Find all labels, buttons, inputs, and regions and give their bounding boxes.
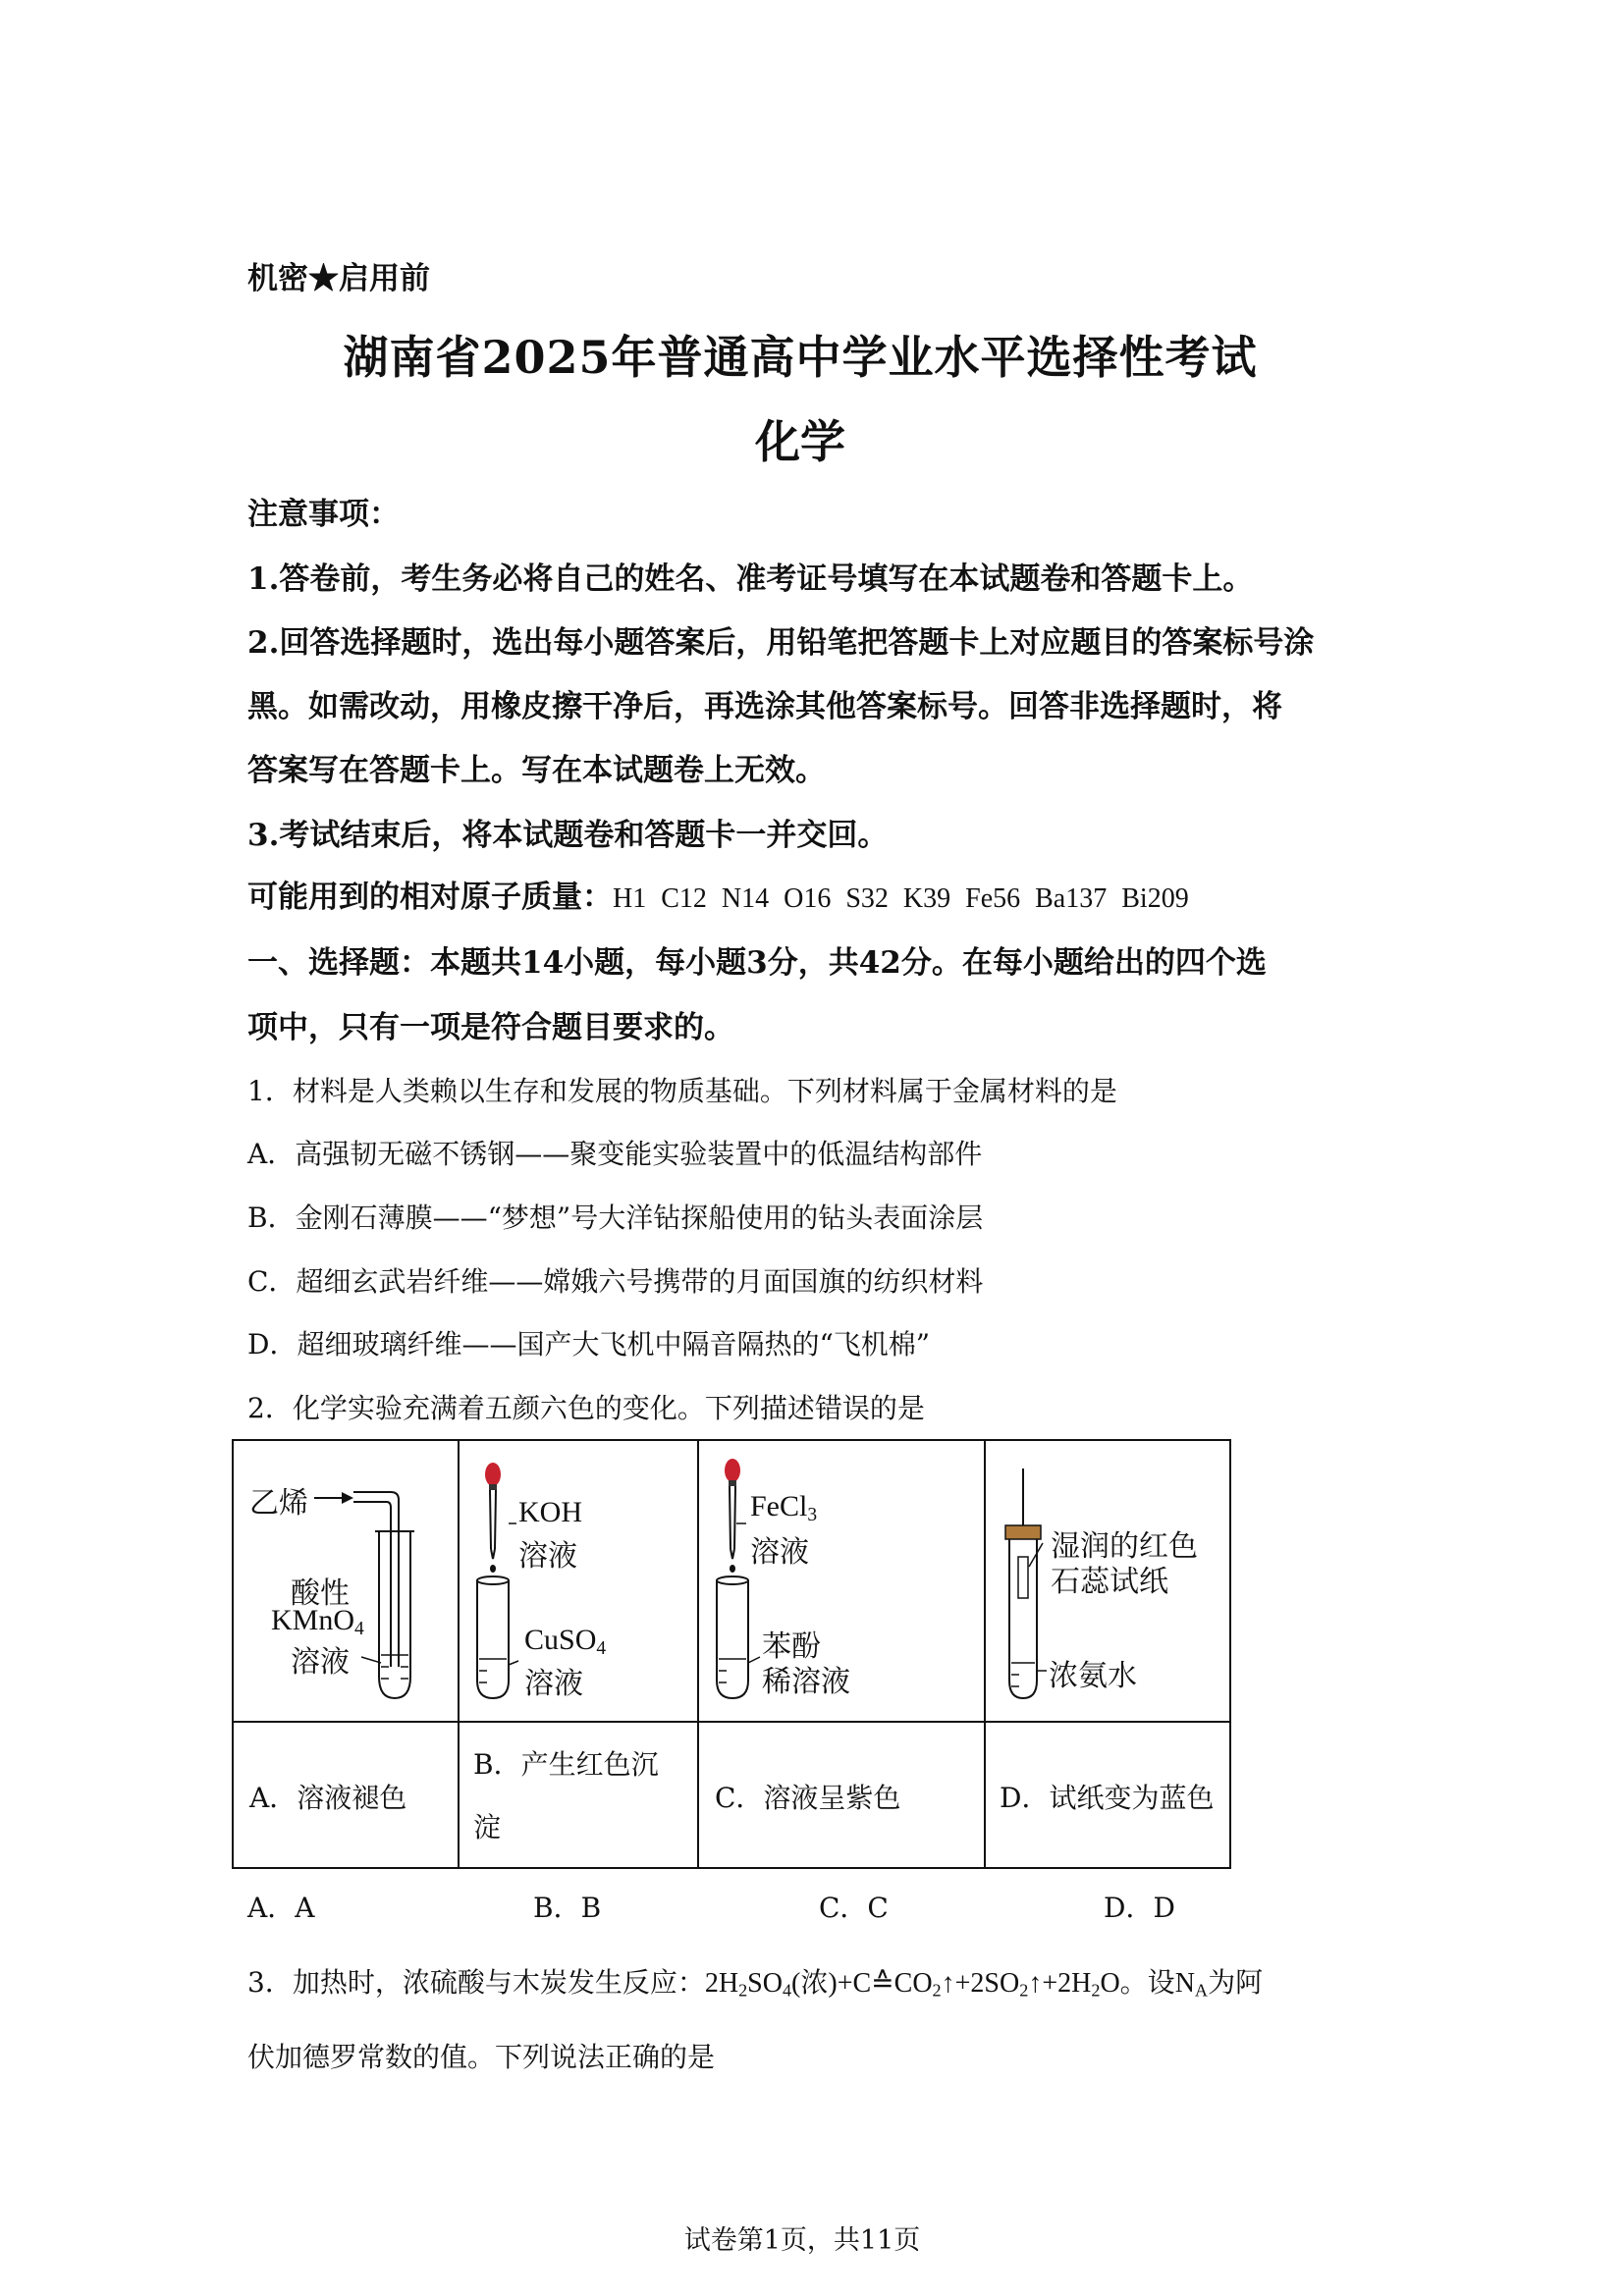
atomic-mass-line: [247, 872, 1189, 916]
label-koh-solution: 溶液: [518, 1540, 577, 1573]
page-footer: [0, 2218, 1624, 2257]
exam-title-text: 湖南省2025年普通高中学业水平选择性考试: [343, 331, 1258, 384]
exam-title: [0, 322, 1624, 387]
q1-stem: 1．材料是人类赖以生存和发展的物质基础。下列材料属于金属材料的是: [247, 1075, 1117, 1107]
eq-part: CO: [893, 1968, 933, 1999]
q3-stem-line-1: [247, 1961, 1263, 2002]
atomic-mass-label: 可能用到的相对原子质量：: [247, 880, 613, 915]
note-item-1: 1.答卷前，考生务必将自己的姓名、准考证号填写在本试题卷和答题卡上。: [247, 561, 1254, 597]
q1-option-a: A．高强韧无磁不锈钢——聚变能实验装置中的低温结构部件: [247, 1138, 983, 1170]
note-item-3: 3.考试结束后，将本试题卷和答题卡一并交回。: [247, 818, 889, 853]
q2-cell-a: A．溶液褪色: [249, 1782, 407, 1814]
table-divider: [234, 1721, 1229, 1723]
q2-cell-b-line-2: 淀: [473, 1811, 502, 1843]
q3-equation: [705, 1968, 1120, 1999]
label-ammonia: 浓氨水: [1049, 1660, 1137, 1692]
avogadro-main: N: [1174, 1968, 1195, 1999]
eq-sub: 2: [932, 1980, 942, 2001]
label-cuso4-main: CuSO: [524, 1624, 597, 1656]
q2-option-d: D．D: [1104, 1892, 1175, 1924]
section-1-line-2: 项中，只有一项是符合题目要求的。: [247, 1010, 734, 1045]
eq-sub: 2: [738, 1980, 748, 2001]
q1-option-c: C．超细玄武岩纤维——嫦娥六号携带的月面国旗的纺织材料: [247, 1265, 984, 1298]
label-cuso4-sub: 4: [596, 1637, 607, 1659]
q1-option-b: B．金刚石薄膜——“梦想”号大洋钻探船使用的钻头表面涂层: [247, 1201, 984, 1234]
label-fecl3: [750, 1490, 817, 1526]
note-item-2-line-3: 答案写在答题卡上。写在本试题卷上无效。: [247, 753, 826, 788]
label-kmno4: [271, 1604, 364, 1640]
eq-part: ↑+2SO: [941, 1968, 1020, 1999]
subject-title: [0, 406, 1624, 471]
eq-part: SO: [747, 1968, 783, 1999]
q2-option-c: C．C: [819, 1892, 889, 1924]
q2-option-a: A．A: [247, 1892, 315, 1924]
label-kmno4-sub: 4: [354, 1618, 364, 1639]
label-cuso4: [524, 1624, 606, 1660]
q2-option-b: B．B: [533, 1892, 602, 1924]
label-fecl3-solution: 溶液: [750, 1536, 809, 1569]
label-kmno4-main: KMnO: [271, 1604, 355, 1636]
atomic-mass-values: H1 C12 N14 O16 S32 K39 Fe56 Ba137 Bi209: [613, 883, 1189, 914]
label-litmus-line-2: 石蕊试纸: [1051, 1566, 1168, 1598]
label-phenol-dilute: 稀溶液: [762, 1666, 850, 1698]
q2-cell-c: C．溶液呈紫色: [715, 1782, 901, 1814]
q3-stem-line-2: 伏加德罗常数的值。下列说法正确的是: [247, 2041, 716, 2073]
notes-heading: 注意事项：: [247, 497, 400, 532]
eq-part: ↑+2H: [1028, 1968, 1092, 1999]
eq-heating-arrow: ≙: [871, 1968, 894, 1999]
q3-stem-start: 3．加热时，浓硫酸与木炭发生反应：: [247, 1966, 705, 1999]
page-footer-text: 试卷第1页，共11页: [683, 2225, 921, 2256]
eq-part: (浓)+C: [791, 1968, 872, 1999]
label-phenol: 苯酚: [762, 1630, 821, 1663]
label-ethylene: 乙烯: [249, 1487, 308, 1520]
avogadro-sub: A: [1194, 1980, 1209, 2001]
q3-stem-end: 为阿: [1208, 1966, 1264, 1999]
label-cuso4-solution: 溶液: [524, 1668, 583, 1700]
q2-cell-b-line-1: B．产生红色沉: [473, 1748, 659, 1781]
label-kmno4-solution: 溶液: [291, 1646, 350, 1679]
label-fecl3-sub: 3: [807, 1504, 818, 1525]
q2-figure-table: [232, 1439, 1231, 1869]
note-item-2-line-1: 2.回答选择题时，选出每小题答案后，用铅笔把答题卡上对应题目的答案标号涂: [247, 625, 1315, 661]
eq-sub: 4: [782, 1980, 792, 2001]
section-1-line-1: 一、选择题：本题共14小题，每小题3分，共42分。在每小题给出的四个选: [247, 945, 1267, 981]
note-item-2-line-2: 黑。如需改动，用橡皮擦干净后，再选涂其他答案标号。回答非选择题时，将: [247, 689, 1282, 724]
eq-part: 2H: [704, 1968, 739, 1999]
label-fecl3-main: FeCl: [750, 1490, 808, 1522]
label-acidic: 酸性: [291, 1577, 350, 1610]
eq-sub: 2: [1019, 1980, 1029, 2001]
avogadro-symbol: [1175, 1968, 1208, 1999]
eq-sub: 2: [1091, 1980, 1101, 2001]
confidential-label: 机密★启用前: [247, 261, 430, 296]
eq-part: O: [1100, 1968, 1120, 1999]
label-litmus-line-1: 湿润的红色: [1051, 1530, 1198, 1563]
q2-stem: 2．化学实验充满着五颜六色的变化。下列描述错误的是: [247, 1392, 925, 1424]
subject-title-text: 化学: [755, 415, 845, 468]
label-koh: KOH: [518, 1496, 582, 1528]
q1-option-d: D．超细玻璃纤维——国产大飞机中隔音隔热的“飞机棉”: [247, 1328, 931, 1361]
q3-stem-mid: 。设: [1119, 1966, 1175, 1999]
q2-cell-d: D．试纸变为蓝色: [1000, 1782, 1215, 1814]
